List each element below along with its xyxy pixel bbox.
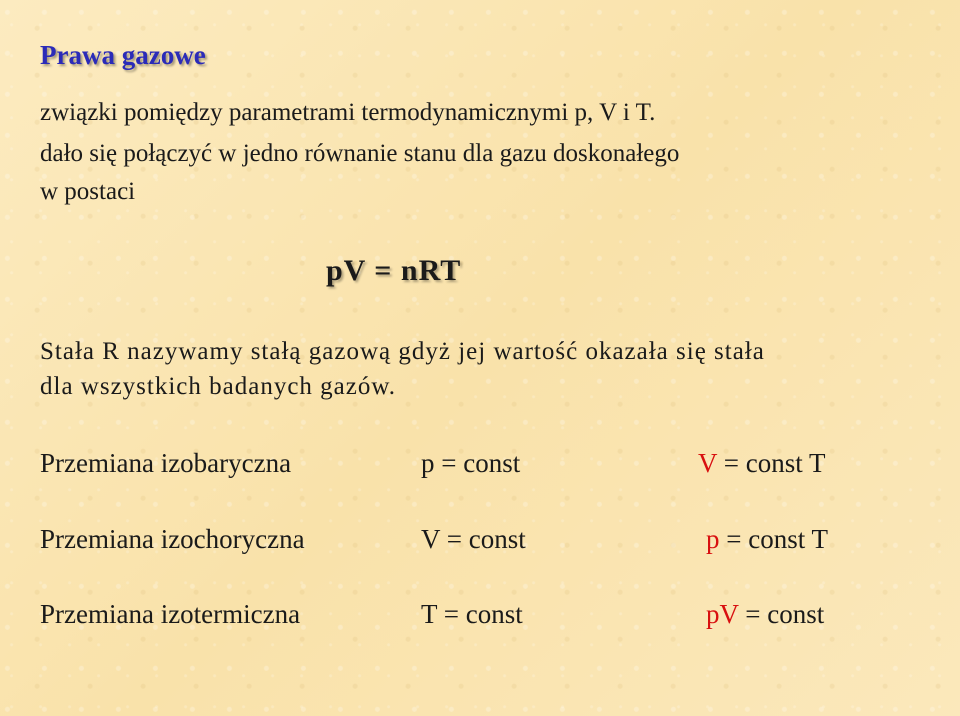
intro-line-3: w postaci [40,178,136,205]
gas-constant-line-1: Stała R nazywamy stałą gazową gdyż jej wartość okazała się stała [40,338,765,365]
gas-constant-line-2: dla wszystkich badanych gazów. [40,373,397,400]
intro-line-2: dało się połączyć w jedno równanie stanu dla gazu doskonałego [40,140,680,167]
law-variable: p [706,524,720,554]
intro-line-1: związki pomiędzy parametrami termodynamicznymi p, V i T. [40,99,656,126]
process-law-isothermal [706,599,824,630]
process-condition-isochoric: V = const [421,524,526,554]
process-name-isothermal: Przemiana izotermiczna [40,599,301,629]
slide-title: Prawa gazowe [40,40,206,70]
process-condition-isobaric: p = const [421,448,521,478]
process-name-isobaric: Przemiana izobaryczna [40,448,292,478]
law-rest: = const T [719,524,828,554]
process-law-isochoric [706,524,828,555]
ideal-gas-equation: pV = nRT [326,254,462,287]
process-name-isochoric: Przemiana izochoryczna [40,524,305,554]
law-variable: pV [706,599,739,629]
law-variable: V [698,448,718,478]
process-law-isobaric [698,448,826,479]
process-condition-isothermal: T = const [421,599,523,629]
law-rest: = const T [717,448,826,478]
law-rest: = const [738,599,825,629]
